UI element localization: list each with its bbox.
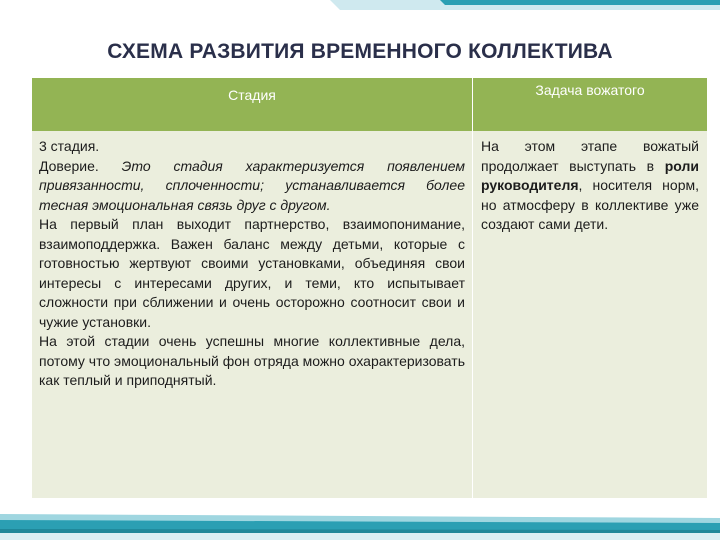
task-text <box>481 137 699 235</box>
table-row <box>32 131 707 498</box>
table-header-row <box>32 78 707 131</box>
stage-number: 3 стадия. <box>39 138 100 154</box>
stage-paragraph-3: На этой стадии очень успешны многие коллективные дела, потому что эмоциональный фон отряда можно охарактеризовать как теплый и приподнятый. <box>39 333 465 388</box>
stage-name: Доверие <box>39 157 95 174</box>
top-decoration <box>0 0 720 40</box>
stage-description-text: Это стадия характеризуется появлением привязанности, сплоченности; устанавливается более тесная эмоциональная связь друг с другом. <box>39 157 465 213</box>
stage-description <box>39 157 465 216</box>
bottom-decoration <box>0 496 720 540</box>
slide-title: СХЕМА РАЗВИТИЯ ВРЕМЕННОГО КОЛЛЕКТИВА <box>107 40 613 63</box>
task-part-1: На этом этапе вожатый продолжает выступать в <box>481 138 699 174</box>
stage-paragraph-2: На первый план выходит партнерство, взаимопонимание, взаимоподдержка. Важен баланс между детьми, которые с готовностью жертвуют своими установками, объединяя свои интересы с интересами других, и теми, кто испытывает сложности при сближении и очень осторожно соотносит свои и чужие установки. <box>39 216 465 330</box>
header-task: Задача вожатого <box>473 78 708 131</box>
task-role: роли руководителя <box>481 157 699 193</box>
task-part-2: , носителя норм, но атмосферу в коллективе уже создают сами дети. <box>481 177 699 232</box>
stage-table <box>32 78 706 498</box>
stage-cell <box>32 131 473 498</box>
stage-name-separator: . <box>94 157 122 174</box>
task-cell <box>473 131 708 498</box>
header-stage: Стадия <box>32 78 473 131</box>
top-stripe-teal <box>440 0 720 5</box>
